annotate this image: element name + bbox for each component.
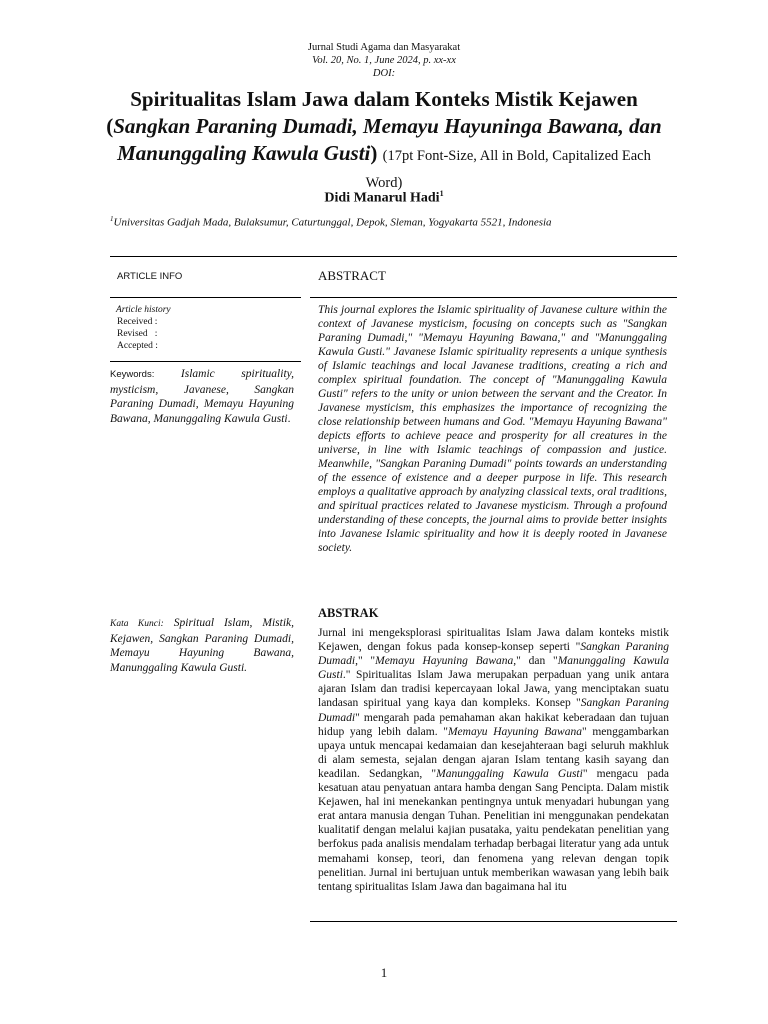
info-rule (110, 297, 301, 298)
bottom-rule (310, 921, 677, 922)
abstract-text: This journal explores the Islamic spirituality of Javanese culture within the context of Javanese mysticism, focusing on concepts such as "Sangkan Paraning Dumadi," "Memayu Hayuning Bawana," and "Manunggaling Kawula Gusti." Javanese Islamic spirituality represents a unique synthesis of Islamic teachings and local Javanese traditions, creating a rich and complex spiritual foundation. The concept of "Manunggaling Kawula Gusti" refers to the unity or union between the servant and the Creator. In Javanese mysticism, this emphasizes the importance of recognizing the close relationship between humans and God. "Memayu Hayuning Bawana" depicts efforts to achieve peace and prosperity for all creatures in the universe, in line with Islamic teachings of compassion and justice. Meanwhile, "Sangkan Paraning Dumadi" points towards an understanding of the essence of existence and a deeper purpose in life. This research employs a qualitative approach by analyzing classical texts, oral traditions, and spiritual practices related to Javanese mysticism. Through a profound understanding of these concepts, the journal aims to provide better insights into Javanese Islamic spirituality and how it is deeply rooted in Javanese society. (318, 304, 667, 554)
abstract-heading: ABSTRACT (318, 268, 386, 283)
title-open-paren: ( (106, 114, 114, 138)
article-info-heading: ARTICLE INFO (117, 271, 183, 282)
kata-kunci-label: Kata Kunci: (110, 619, 164, 629)
abstrak-p7: " mengacu pada kesatuan atau penyatuan antara hamba dengan Sang Pencipta. Dalam mistik Kejawen, hal ini menekankan pentingnya untuk menyadari hubungan yang erat antara manusia dengan Tuhan. Penelitian ini menggunakan pendekatan kualitatif dengan melalui kajian pusataka, yaitu pendekatan penelitian yang berfokus pada analisis mendalam terhadap berbagai literatur yang ada untuk memahami konsep, teori, dan fenomena yang relevan dengan topik penelitian. Jurnal ini bertujuan untuk memberikan wawasan yang lebih baik tentang spiritualitas Islam Jawa dan bagaimana hal itu (318, 767, 669, 893)
title-format-note: (17pt Font-Size, All in Bold, Capitalized Each Word) (365, 148, 651, 191)
accepted-label: Accepted : (117, 341, 158, 351)
title-italic-part: Sangkan Paraning Dumadi, Memayu Hayuninga Bawana, dan Manunggaling Kawula Gusti (113, 114, 662, 165)
affiliation (110, 215, 690, 229)
abstrak-i4: Sangkan Paraning Dumadi (318, 697, 669, 724)
abstract-rule (310, 297, 677, 298)
abstrak-heading: ABSTRAK (318, 606, 379, 620)
affiliation-text: Universitas Gadjah Mada, Bulaksumur, Caturtunggal, Depok, Sleman, Yogyakarta 5521, Indonesia (113, 216, 552, 229)
title-line2 (100, 113, 668, 194)
abstrak-i2: Memayu Hayuning Bawana (375, 655, 514, 668)
article-history (116, 304, 171, 352)
keywords-text: Islamic spirituality, mysticism, Javanese, Sangkan Paraning Dumadi, Memayu Hayuning Bawana, Manunggaling Kawula Gusti (110, 368, 294, 425)
abstrak-i1: Sangkan Paraning Dumadi (318, 641, 669, 668)
received-label: Received : (117, 317, 158, 327)
author-name (0, 189, 768, 207)
title-line1: Spiritualitas Islam Jawa dalam Konteks Mistik Kejawen (130, 87, 638, 111)
author-sup: 1 (439, 189, 444, 198)
history-rule (110, 361, 301, 362)
top-rule (110, 256, 677, 257)
keywords-block (110, 367, 294, 426)
kata-kunci-text: Spiritual Islam, Mistik, Kejawen, Sangkan Paraning Dumadi, Memayu Hayuning Bawana, Manunggaling Kawula Gusti. (110, 617, 294, 674)
page-number: 1 (380, 965, 388, 980)
abstrak-p1: Jurnal ini mengeksplorasi spiritualitas Islam Jawa dalam konteks mistik Kejawen, dengan fokus pada konsep-konsep seperti " (318, 627, 669, 654)
title-close-paren: ) (370, 141, 378, 165)
journal-header (0, 41, 768, 80)
revised-label: Revised : (117, 329, 158, 339)
abstrak-i6: Manunggaling Kawula Gusti (436, 767, 583, 780)
abstrak-i3: Manunggaling Kawula Gusti (318, 655, 669, 682)
keywords-label: Keywords: (110, 369, 155, 380)
abstrak-p6: " menggambarkan upaya untuk mencapai kedamaian dan kesejahteraan bagi seluruh makhluk di alam semesta, sejalan dengan ajaran Islam tentang kasih sayang dan keadilan. Sedangkan, " (318, 725, 669, 780)
affiliation-sup: 1 (110, 215, 114, 223)
journal-name: Jurnal Studi Agama dan Masyarakat (307, 42, 461, 53)
paper-title (100, 86, 668, 194)
author-name-text: Didi Manarul Hadi (324, 190, 440, 206)
abstrak-p4: ." Spiritualitas Islam Jawa merupakan perpaduan yang unik antara ajaran Islam dan tradisi kepercayaan lokal Jawa, yang menciptakan suatu landasan spiritual yang kaya dan kompleks. Konsep " (318, 669, 669, 710)
article-history-label: Article history (116, 305, 171, 315)
abstrak-p2: ," " (355, 655, 376, 668)
abstrak-i5: Memayu Hayuning Bawana (447, 725, 582, 738)
kata-kunci-block (110, 616, 294, 675)
abstrak-text (318, 626, 669, 894)
keywords-end: . (287, 412, 291, 425)
abstrak-p3: ," dan " (513, 655, 558, 668)
abstrak-p5: " mengarah pada pemahaman akan hakikat keberadaan dan tujuan hidup yang lebih dalam. " (318, 711, 669, 738)
journal-volume: Vol. 20, No. 1, June 2024, p. xx-xx (312, 55, 456, 66)
journal-doi: DOI: (372, 68, 396, 79)
